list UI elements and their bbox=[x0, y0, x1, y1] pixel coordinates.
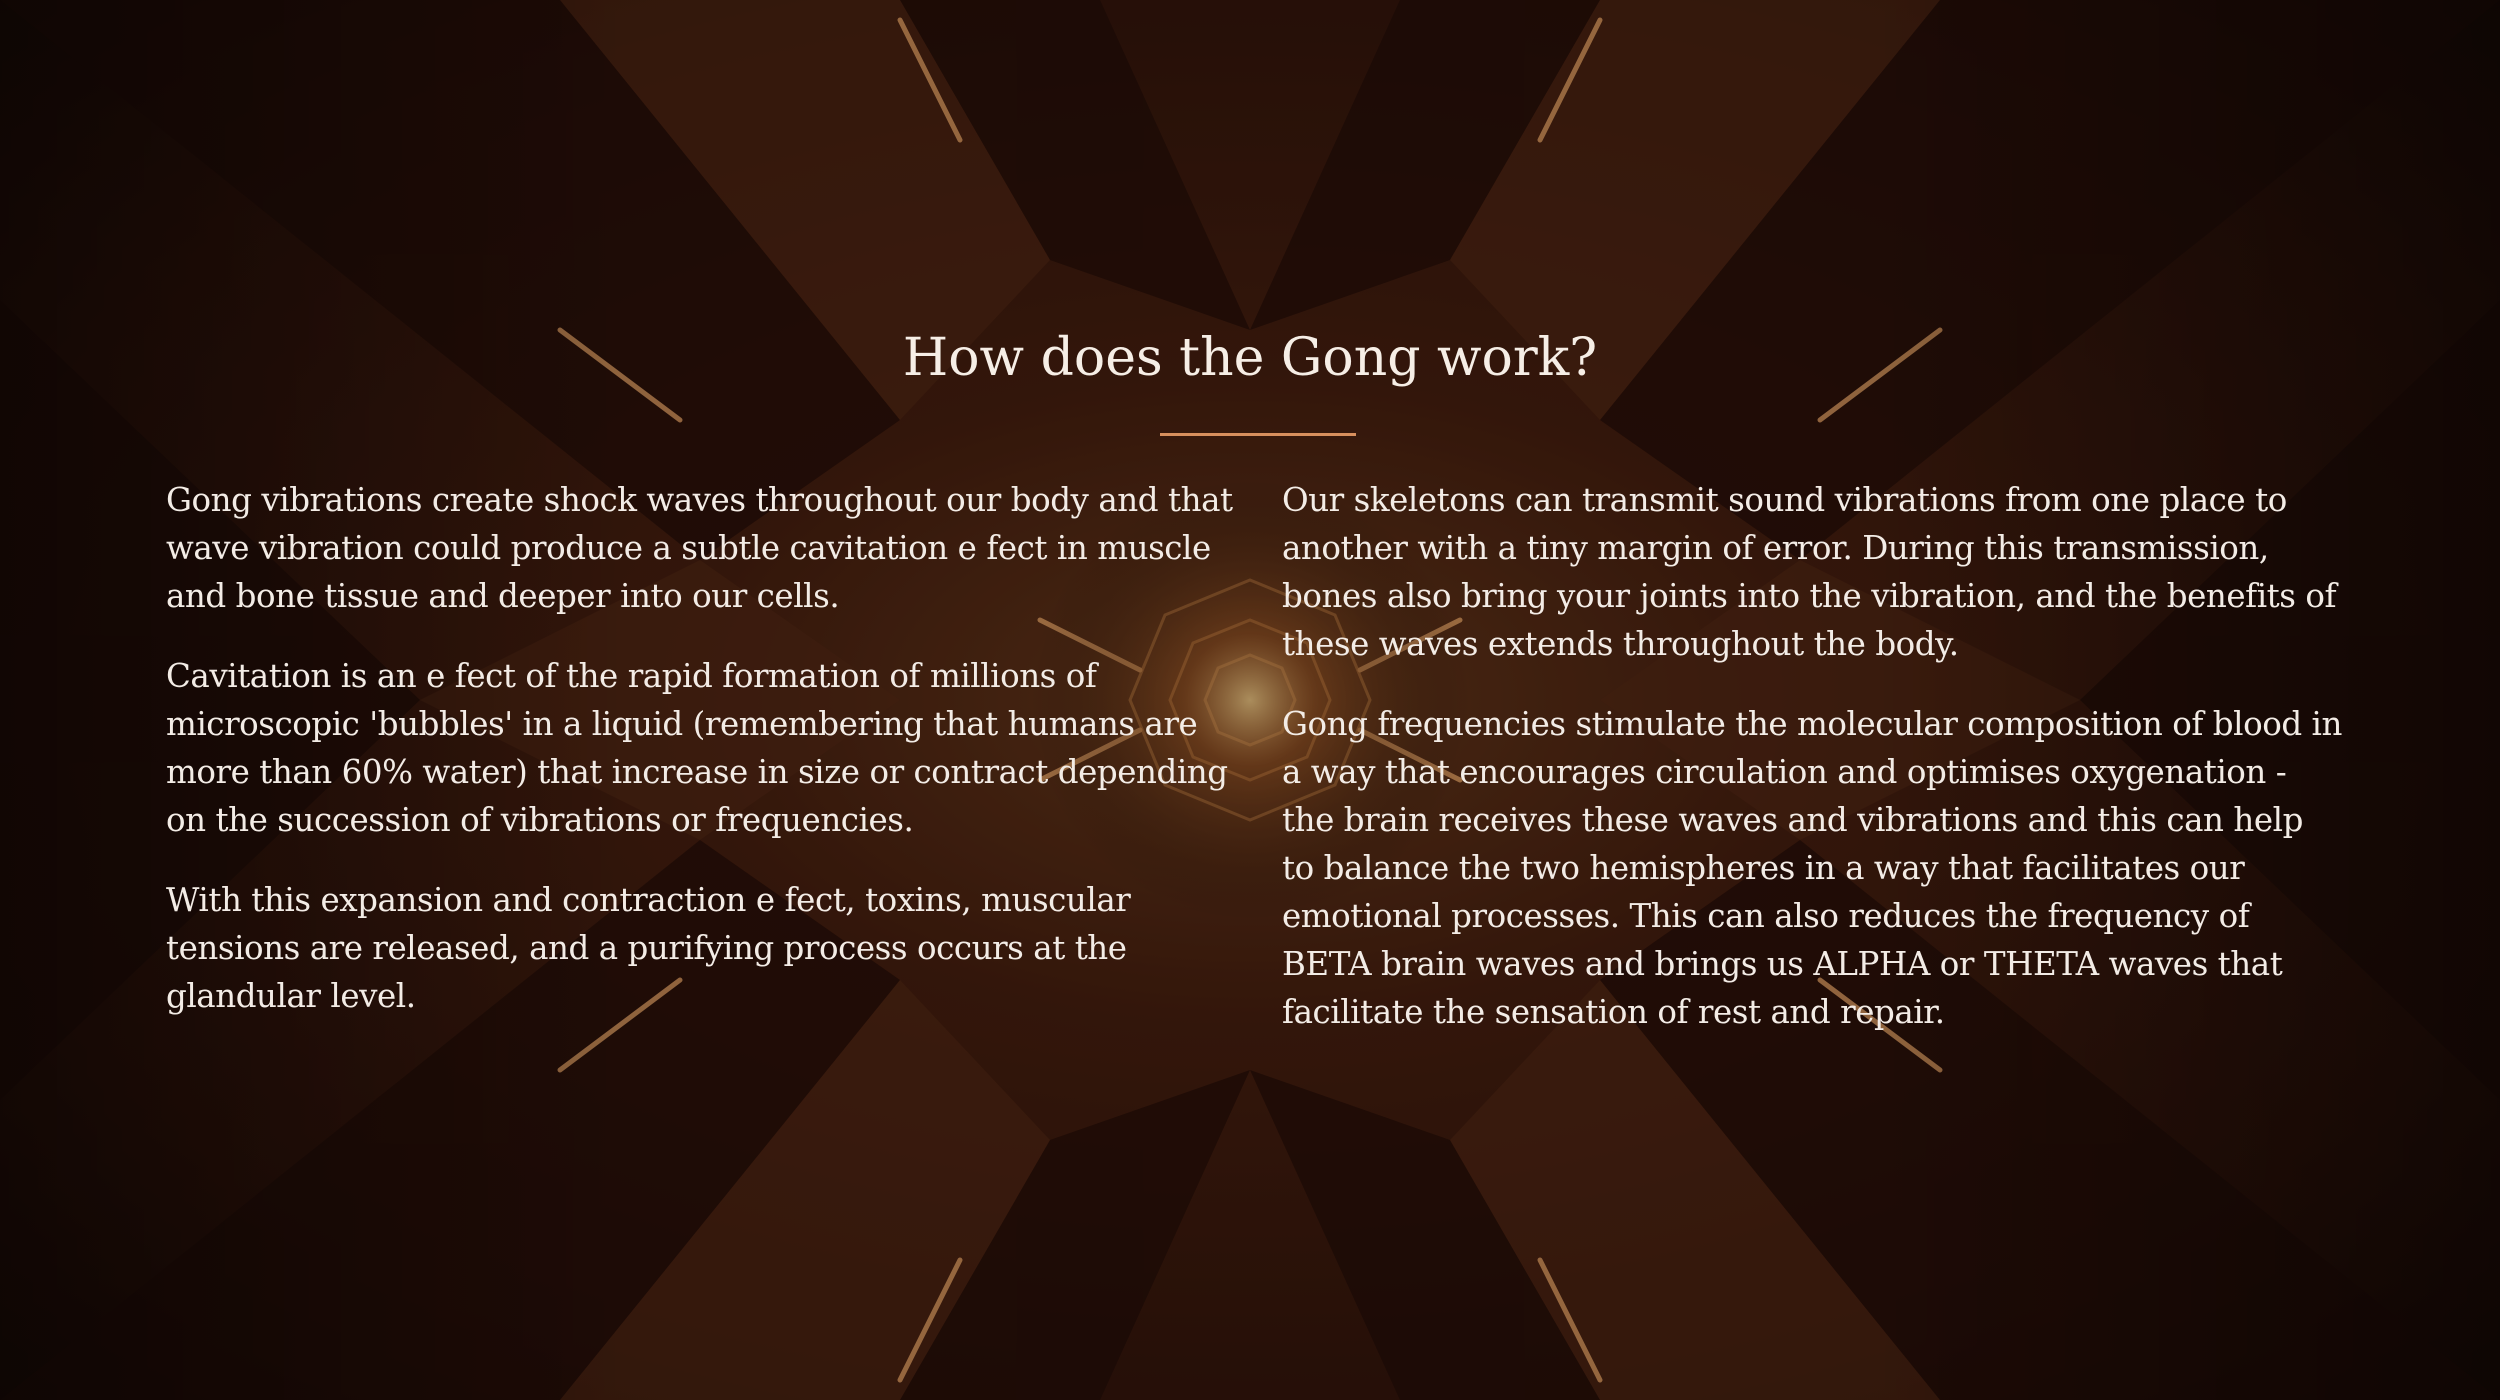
title-divider bbox=[1160, 433, 1356, 436]
paragraph: Gong vibrations create shock waves throughout our body and that wave vibration could produce a subtle cavitation e fect in muscle and bone tissue and deeper into our cells. bbox=[166, 481, 1233, 615]
paragraph: Cavitation is an e fect of the rapid formation of millions of microscopic 'bubbles' in a liquid (remembering that humans are more than 60% water) that increase in size or contract depending on the succession of vibrations or frequencies. bbox=[166, 657, 1228, 839]
right-column bbox=[1282, 476, 2342, 1068]
paragraph: Gong frequencies stimulate the molecular composition of blood in a way that encourages circulation and optimises oxygenation - the brain receives these waves and vibrations and this can help to balance the two hemispheres in a way that facilitates our emotional processes. This can also reduces the frequency of BETA brain waves and brings us ALPHA or THETA waves that facilitate the sensation of rest and repair. bbox=[1282, 705, 2342, 1031]
paragraph: With this expansion and contraction e fect, toxins, muscular tensions are released, and a purifying process occurs at the glandular level. bbox=[166, 881, 1131, 1015]
paragraph: Our skeletons can transmit sound vibrations from one place to another with a tiny margin of error. During this transmission, bones also bring your joints into the vibration, and the benefits of these waves extends throughout the body. bbox=[1282, 481, 2337, 663]
left-column bbox=[166, 476, 1250, 1052]
section-title: How does the Gong work? bbox=[902, 328, 1598, 388]
